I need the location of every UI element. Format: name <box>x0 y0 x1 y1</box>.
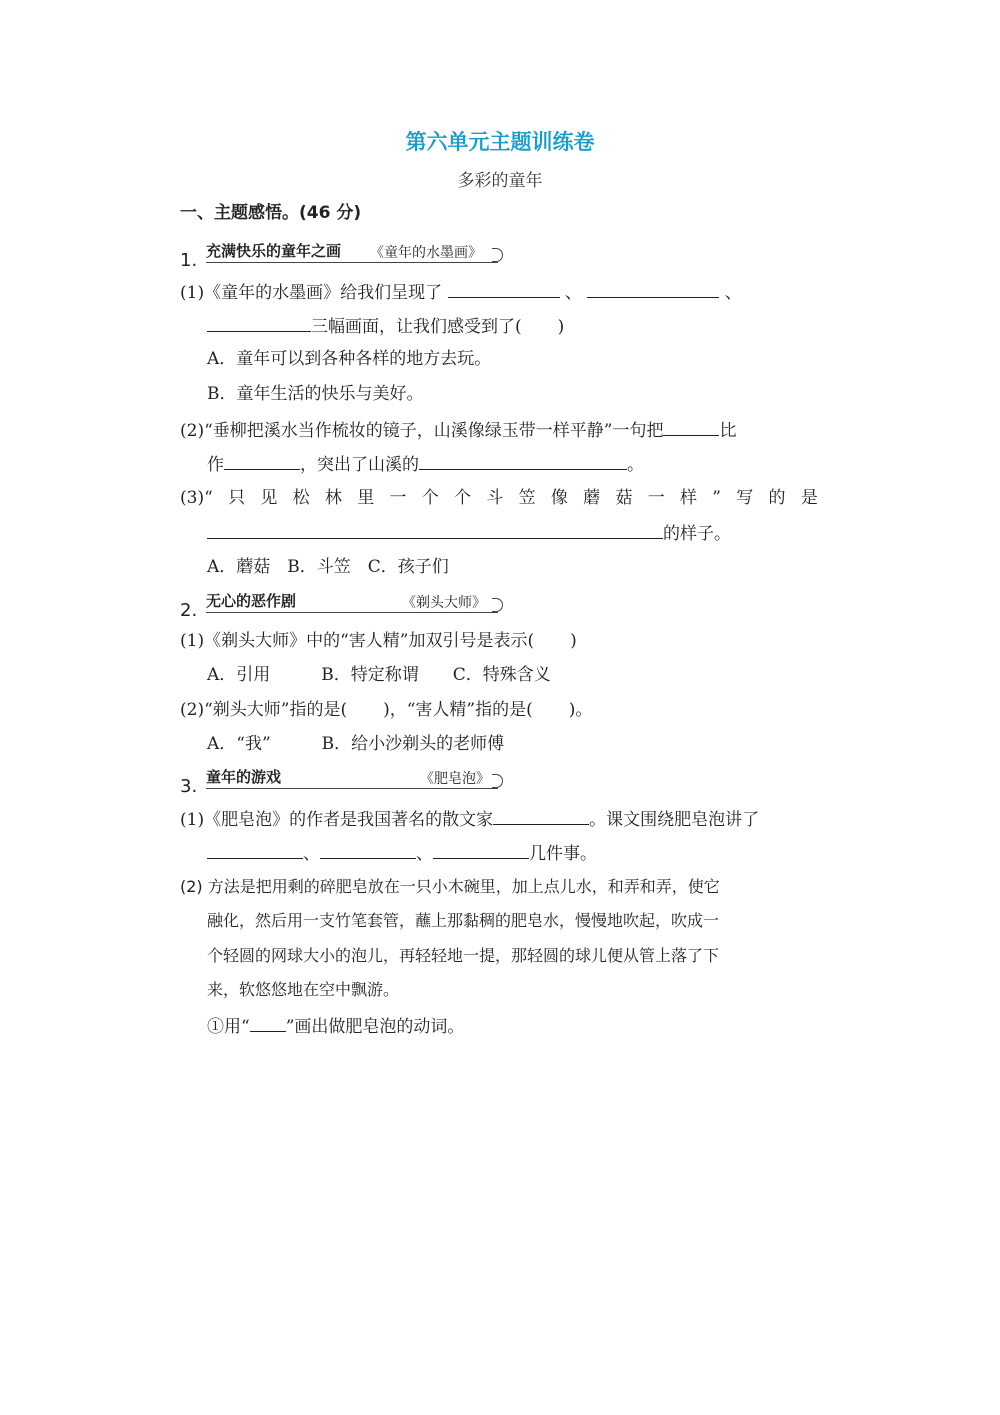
s1-q2-line2 <box>207 451 644 477</box>
s1-q3-line1 <box>180 486 818 510</box>
section-1-header <box>180 240 510 270</box>
s1-q2-line1 <box>180 417 736 443</box>
s1-q1-blank-1[interactable] <box>448 279 560 298</box>
s3-q1-text-a: (1)《肥皂泡》的作者是我国著名的散文家 <box>180 810 494 830</box>
s1-q2-text-d: ，突出了山溪的 <box>300 455 419 475</box>
s1-q1-sep-1: 、 <box>564 283 582 303</box>
section-3-header <box>180 766 510 796</box>
section-2-label: 无心的恶作剧 <box>206 592 297 610</box>
s2-q2-text-a: (2)“剃头大师”指的是( <box>180 700 348 720</box>
s3-q1-line2 <box>207 840 597 866</box>
s3-q2-passage-line1: (2) 方法是把用剩的碎肥皂放在一只小木碗里，加上点儿水，和弄和弄，使它 <box>180 877 720 896</box>
s2-q1 <box>180 629 577 653</box>
page-subtitle: 多彩的童年 <box>457 171 543 191</box>
s2-q2 <box>180 698 592 722</box>
s1-q1-sep-2: 、 <box>724 283 742 303</box>
s1-q3-char: ” <box>712 488 721 508</box>
s1-q3-char: 一 <box>647 488 665 508</box>
s1-q3-char: 斗 <box>486 488 504 508</box>
s1-q3-line2 <box>207 520 731 546</box>
s1-q1-option-b: B．童年生活的快乐与美好。 <box>207 384 424 404</box>
section-3-rule <box>206 788 498 789</box>
s1-q3-tail: 的样子。 <box>663 524 731 544</box>
s1-q3-char: (3)“ <box>180 488 213 508</box>
section-2-source: 《剃头大师》 <box>402 595 486 611</box>
s1-q3-char: 只 <box>228 488 246 508</box>
s1-q3-char: 是 <box>800 488 818 508</box>
s3-q1-text-b: 。课文围绕肥皂泡讲了 <box>589 810 760 830</box>
section-1-label: 充满快乐的童年之画 <box>206 242 342 260</box>
section-1-number: 1. <box>180 250 198 271</box>
s3-q2-passage-line2: 融化，然后用一支竹笔套管，蘸上那黏稠的肥皂水，慢慢地吹起，吹成一 <box>207 911 720 930</box>
s3-q1-text-c: 几件事。 <box>529 844 597 864</box>
s1-q3-options: A．蘑菇 B．斗笠 C．孩子们 <box>207 557 449 577</box>
s3-q2-sub1-text-a: ①用“ <box>207 1017 250 1037</box>
s2-q1-close: ) <box>570 631 577 651</box>
s3-q2-sub1-blank[interactable] <box>250 1013 286 1032</box>
s1-q1-close: ) <box>557 317 565 337</box>
section-1-source: 《童年的水墨画》 <box>370 245 482 261</box>
s3-q1-blank-3[interactable] <box>433 840 529 859</box>
s1-q3-char: 笠 <box>518 488 536 508</box>
section-1-hook-icon <box>492 248 503 262</box>
s1-q3-char: 写 <box>736 488 754 508</box>
s1-q3-blank[interactable] <box>207 520 663 539</box>
s3-q1-line1 <box>180 806 759 832</box>
s1-q1-line2 <box>207 313 564 339</box>
s1-q2-blank-3[interactable] <box>419 451 627 470</box>
s1-q1-option-a: A．童年可以到各种各样的地方去玩。 <box>207 349 492 369</box>
s2-q2-text-c: )。 <box>568 700 593 720</box>
page-title: 第六单元主题训练卷 <box>405 130 595 154</box>
s1-q2-text: (2)“垂柳把溪水当作梳妆的镜子，山溪像绿玉带一样平静”一句把 <box>180 421 664 441</box>
s3-q2-passage-line4: 来，软悠悠地在空中飘游。 <box>207 980 400 999</box>
s1-q2-text-c: 作 <box>207 455 224 475</box>
section-2-header <box>180 590 510 620</box>
section-3-source: 《肥皂泡》 <box>420 771 490 787</box>
s1-q2-text-e: 。 <box>627 455 644 475</box>
s1-q2-blank-1[interactable] <box>663 417 719 436</box>
s1-q1-blank-2[interactable] <box>587 279 719 298</box>
s1-q3-char: 个 <box>454 488 472 508</box>
s2-q1-options: A．引用 B．特定称谓 C．特殊含义 <box>207 665 551 685</box>
s3-q1-blank-2[interactable] <box>320 840 416 859</box>
s1-q3-char: 林 <box>324 488 342 508</box>
s1-q2-blank-2[interactable] <box>224 451 300 470</box>
section-3-hook-icon <box>492 774 503 788</box>
s3-q2-sub1-text-b: ”画出做肥皂泡的动词。 <box>285 1017 465 1037</box>
s3-q2-sub1 <box>207 1013 464 1039</box>
s3-q1-blank-author[interactable] <box>493 806 589 825</box>
s2-q1-text: (1)《剃头大师》中的“害人精”加双引号是表示( <box>180 631 535 651</box>
s1-q3-char: 一 <box>389 488 407 508</box>
section-2-hook-icon <box>492 598 503 612</box>
s1-q3-char: 里 <box>357 488 375 508</box>
section-2-rule <box>206 612 498 613</box>
s1-q3-char: 蘑 <box>583 488 601 508</box>
s2-q2-options: A．“我” B．给小沙剃头的老师傅 <box>207 734 505 754</box>
s1-q3-char: 样 <box>680 488 697 508</box>
s2-q2-text-b: )，“害人精”指的是( <box>383 700 533 720</box>
s1-q3-char: 个 <box>421 488 439 508</box>
s1-q3-char: 像 <box>550 488 568 508</box>
s1-q3-char: 菇 <box>615 488 633 508</box>
s1-q3-char: 见 <box>260 488 278 508</box>
s1-q1-line1 <box>180 279 742 305</box>
section-3-number: 3. <box>180 776 198 797</box>
section-2-number: 2. <box>180 600 198 621</box>
s3-q1-blank-1[interactable] <box>207 840 303 859</box>
s1-q1-text: (1)《童年的水墨画》给我们呈现了 <box>180 283 443 303</box>
part1-heading: 一、主题感悟。(46 分) <box>180 203 362 223</box>
s1-q3-char: 的 <box>768 488 786 508</box>
s3-q1-sep-1: 、 <box>303 844 320 864</box>
section-3-label: 童年的游戏 <box>206 768 282 786</box>
s1-q2-text-b: 比 <box>719 421 737 441</box>
s1-q3-char: 松 <box>292 488 310 508</box>
s1-q1-text-b: 三幅画面，让我们感受到了( <box>311 317 522 337</box>
s1-q1-blank-3[interactable] <box>207 313 311 332</box>
s3-q1-sep-2: 、 <box>416 844 433 864</box>
section-1-rule <box>206 262 498 263</box>
s3-q2-passage-line3: 个轻圆的网球大小的泡儿，再轻轻地一提，那轻圆的球儿便从管上落了下 <box>207 946 720 965</box>
